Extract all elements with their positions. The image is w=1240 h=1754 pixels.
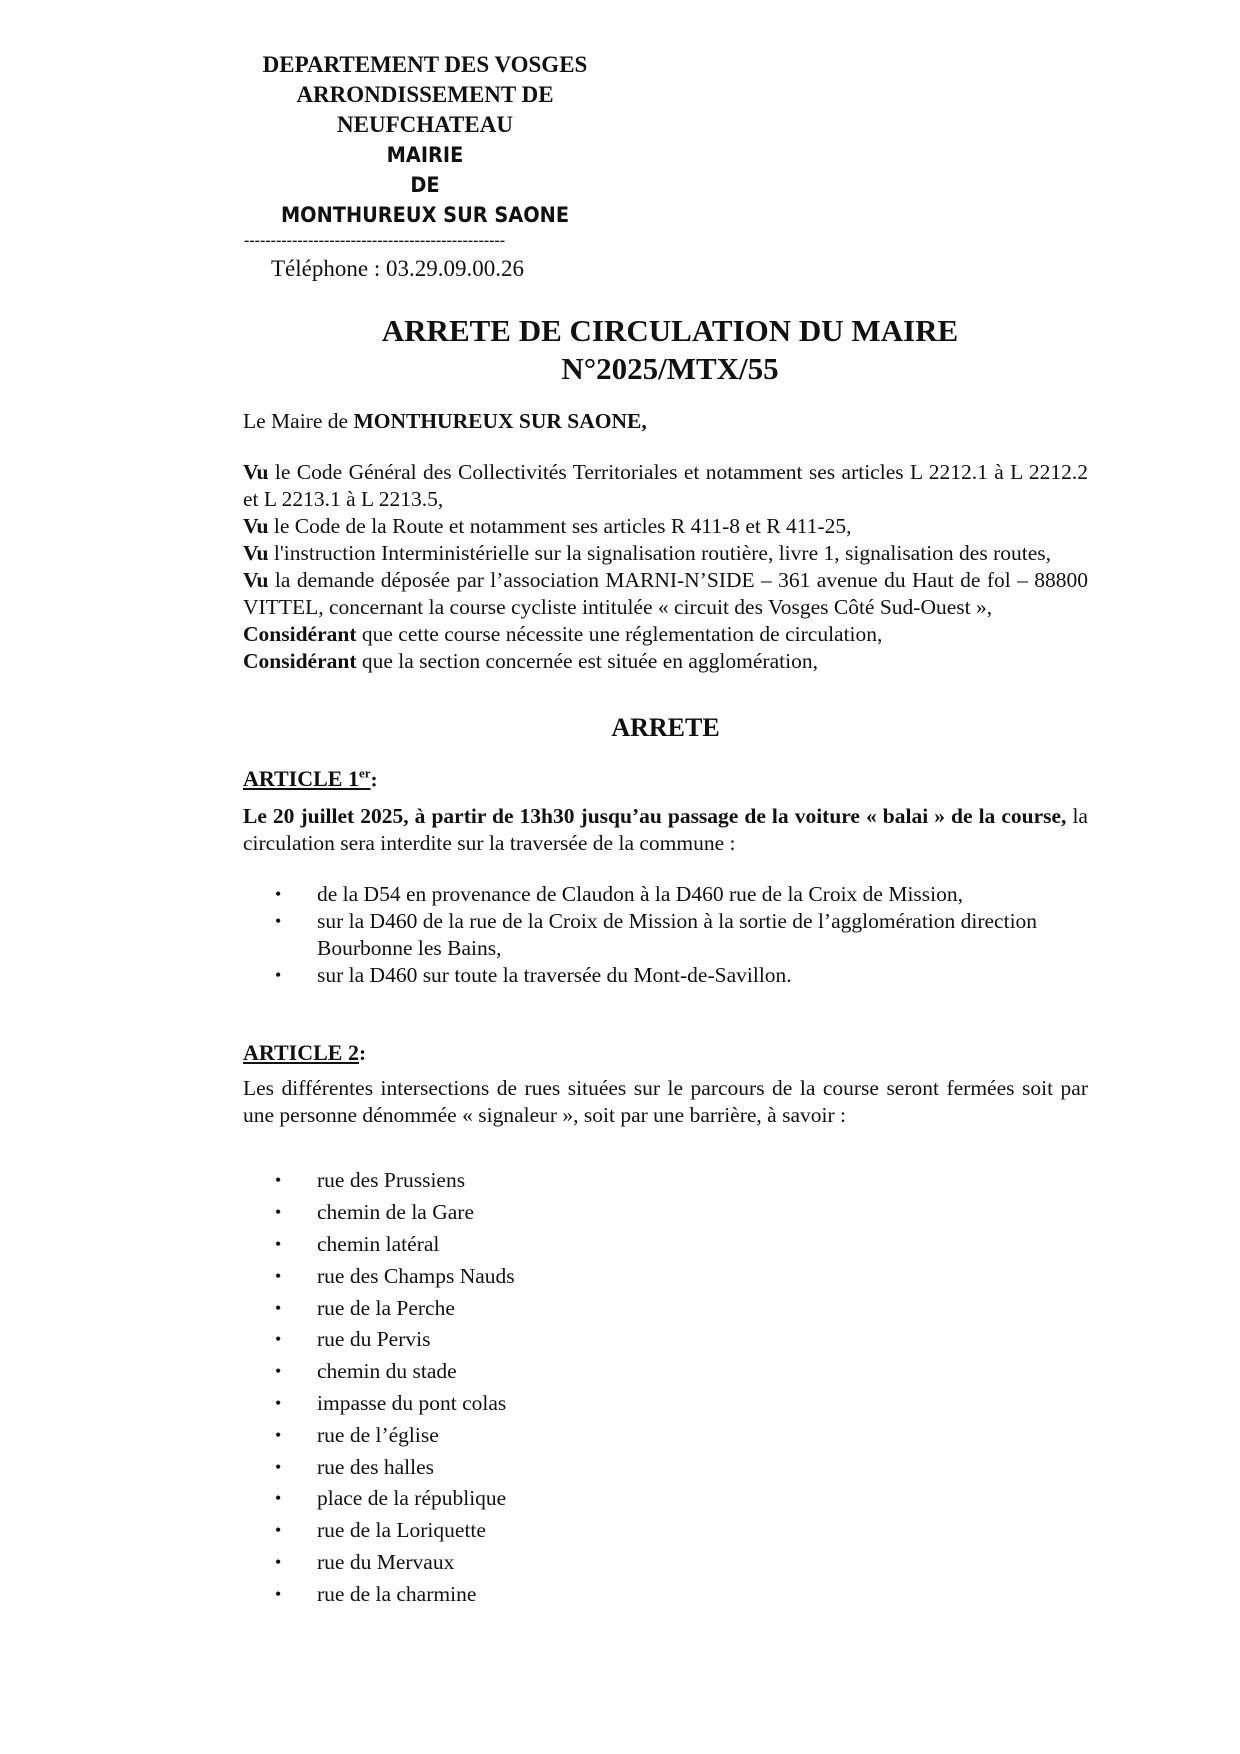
department-name: DEPARTEMENT DES VOSGES <box>262 52 588 77</box>
street-name: rue de l’église <box>317 1422 439 1447</box>
arrondissement-line-2: NEUFCHATEAU <box>337 112 513 137</box>
article-1-road-list <box>243 881 1088 989</box>
article-2-colon: : <box>358 1041 367 1066</box>
vu-text: l'instruction Interministérielle sur la signalisation routière, livre 1, signalisation des routes, <box>268 541 1051 565</box>
list-item-text: de la D54 en provenance de Claudon à la D460 rue de la Croix de Mission, <box>317 882 964 907</box>
considerant-text: que cette course nécessite une réglementation de circulation, <box>356 622 883 646</box>
vu-word: Vu <box>243 460 269 484</box>
bullet-icon: • <box>275 965 282 986</box>
article-2-heading <box>243 1039 1088 1067</box>
considerant-word: Considérant <box>243 622 357 646</box>
street-name: rue de la charmine <box>317 1581 477 1606</box>
street-name: rue des halles <box>317 1454 435 1479</box>
street-name: rue de la Perche <box>317 1295 455 1320</box>
article-1-label: ARTICLE 1 <box>243 766 359 792</box>
bullet-icon: • <box>275 1488 282 1509</box>
list-item <box>275 1452 1088 1484</box>
vu-word: Vu <box>243 568 269 592</box>
bullet-icon: • <box>275 911 282 932</box>
vu-clause-4 <box>243 567 1088 621</box>
bullet-icon: • <box>275 884 282 905</box>
document-title <box>240 312 1100 388</box>
bullet-icon: • <box>275 1329 282 1350</box>
bullet-icon: • <box>275 1361 282 1382</box>
arrondissement-line-1: ARRONDISSEMENT DE <box>296 82 554 107</box>
article-1-heading <box>243 760 1088 793</box>
list-item <box>275 1579 1088 1611</box>
bullet-icon: • <box>275 1392 282 1413</box>
article-1-superscript: er <box>358 766 371 781</box>
list-item <box>275 881 1088 908</box>
vu-word: Vu <box>243 541 269 565</box>
list-item <box>275 1229 1088 1261</box>
vu-clause-2 <box>243 513 1088 540</box>
article-1-colon: : <box>370 767 378 792</box>
vu-text: le Code de la Route et notamment ses articles R 411-8 et R 411-25, <box>268 514 852 538</box>
list-item <box>275 1261 1088 1293</box>
bullet-icon: • <box>275 1520 282 1541</box>
article-2-street-list <box>243 1165 1088 1610</box>
mayor-prefix: Le Maire de <box>243 409 354 433</box>
phone-number: Téléphone : 03.29.09.00.26 <box>271 256 524 281</box>
title-line-1: ARRETE DE CIRCULATION DU MAIRE <box>381 313 959 348</box>
arrete-heading: ARRETE <box>611 713 720 742</box>
list-item <box>275 962 1088 989</box>
list-item-text: sur la D460 sur toute la traversée du Mont-de-Savillon. <box>317 963 792 988</box>
list-item <box>275 1483 1088 1515</box>
list-item <box>275 1420 1088 1452</box>
mayor-commune: MONTHUREUX SUR SAONE, <box>353 409 647 433</box>
list-item-text: sur la D460 de la rue de la Croix de Mission à la sortie de l’agglomération direction Bourbonne les Bains, <box>317 909 1038 961</box>
street-name: rue du Pervis <box>317 1327 431 1352</box>
list-item <box>275 1293 1088 1325</box>
street-name: chemin de la Gare <box>317 1200 474 1225</box>
street-name: impasse du pont colas <box>317 1390 507 1415</box>
title-line-2: N°2025/MTX/55 <box>561 351 779 386</box>
bullet-icon: • <box>275 1297 282 1318</box>
vu-clause-3 <box>243 540 1088 567</box>
bullet-icon: • <box>275 1424 282 1445</box>
list-item <box>275 908 1088 962</box>
list-item <box>275 1165 1088 1197</box>
vu-text: le Code Général des Collectivités Territoriales et notamment ses articles L 2212.1 à L 2212.2 et L 2213.1 à L 2213.5, <box>243 460 1088 511</box>
article-2-label: ARTICLE 2 <box>243 1040 359 1066</box>
list-item <box>275 1388 1088 1420</box>
street-name: rue du Mervaux <box>317 1549 455 1574</box>
street-name: rue des Prussiens <box>317 1168 466 1193</box>
document-body <box>243 408 1088 1610</box>
street-name: rue des Champs Nauds <box>317 1263 515 1288</box>
list-item <box>275 1324 1088 1356</box>
article-1-bold-intro: Le 20 juillet 2025, à partir de 13h30 jusqu’au passage de la voiture « balai » de la course, <box>243 804 1067 829</box>
de-label: DE <box>410 173 440 197</box>
considerant-word: Considérant <box>243 649 357 673</box>
list-item <box>275 1356 1088 1388</box>
street-name: place de la république <box>317 1486 507 1511</box>
bullet-icon: • <box>275 1456 282 1477</box>
commune-name: MONTHUREUX SUR SAONE <box>280 203 570 227</box>
bullet-icon: • <box>275 1202 282 1223</box>
bullet-icon: • <box>275 1170 282 1191</box>
considerant-text: que la section concernée est située en agglomération, <box>356 649 818 673</box>
bullet-icon: • <box>275 1551 282 1572</box>
article-1-intro-rest: la circulation sera interdite sur la traversée de la commune : <box>243 804 1088 856</box>
vu-word: Vu <box>243 514 269 538</box>
bullet-icon: • <box>275 1233 282 1254</box>
considerant-clause-1 <box>243 621 1088 648</box>
letterhead <box>240 50 610 252</box>
list-item <box>275 1515 1088 1547</box>
vu-clause-1 <box>243 459 1088 513</box>
list-item <box>275 1197 1088 1229</box>
considerant-clause-2 <box>243 648 1088 675</box>
bullet-icon: • <box>275 1583 282 1604</box>
vu-text: la demande déposée par l’association MARNI-N’SIDE – 361 avenue du Haut de fol – 88800 VITTEL, concernant la course cycliste intitulée « circuit des Vosges Côté Sud-Ouest », <box>243 568 1088 619</box>
street-name: chemin du stade <box>317 1359 457 1384</box>
street-name: rue de la Loriquette <box>317 1518 486 1543</box>
header-divider: ------------------------------------------------- <box>244 232 506 249</box>
mairie-label: MAIRIE <box>386 143 464 167</box>
bullet-icon: • <box>275 1265 282 1286</box>
mayor-line <box>243 408 1088 435</box>
street-name: chemin latéral <box>317 1231 440 1256</box>
article-2-intro: Les différentes intersections de rues situées sur le parcours de la course seront fermées soit par une personne dénommée « signaleur », soit par une barrière, à savoir : <box>243 1076 1088 1128</box>
list-item <box>275 1547 1088 1579</box>
article-1-intro <box>243 803 1088 857</box>
